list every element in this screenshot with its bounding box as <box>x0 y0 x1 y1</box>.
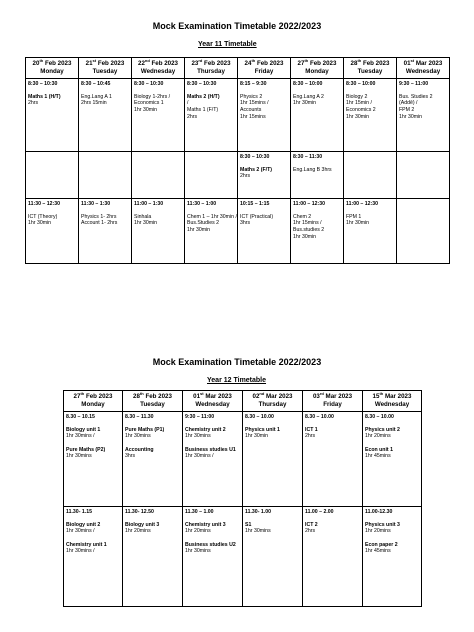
exam-line: 1hr 30min <box>245 433 269 440</box>
exam-line: 1hr 30min <box>134 220 158 227</box>
exam-slot-cell <box>363 411 422 506</box>
weekday-label: Friday <box>323 400 342 408</box>
exam-slot-cell <box>397 78 450 151</box>
date-header-cell <box>303 391 363 412</box>
exam-slot-cell <box>64 411 123 506</box>
exam-slot-cell <box>185 78 238 151</box>
date-suffix: st <box>410 57 415 63</box>
exam-slot-cell <box>303 411 363 506</box>
exam-slot-cell <box>123 411 183 506</box>
year11-subtitle: Year 11 Timetable <box>198 41 257 48</box>
exam-line-bold: Accounting <box>125 446 154 453</box>
exam-slot-cell <box>344 78 397 151</box>
date-month-year: Mar 2023 <box>264 393 293 400</box>
exam-line: Eng.Lang B 3hrs <box>293 166 332 173</box>
date-suffix: nd <box>144 57 150 63</box>
exam-line <box>185 535 240 542</box>
exam-slot-cell <box>243 506 303 606</box>
exam-line-bold: Physics unit 3 <box>365 521 400 528</box>
date-suffix: st <box>200 390 204 396</box>
exam-line: 1hr 30min <box>399 113 423 120</box>
exam-line <box>185 420 240 427</box>
exam-line: Physics 2 <box>240 93 263 100</box>
exam-line: Maths 1 (F/T) <box>187 107 219 114</box>
exam-line <box>240 160 288 167</box>
weekday-label: Thursday <box>258 400 287 408</box>
exam-line: Bus. Studies 2 <box>399 93 433 100</box>
exam-line-bold: Biology unit 1 <box>66 426 101 433</box>
date-suffix: th <box>139 390 144 396</box>
exam-line-bold: 8:30 – 10:30 <box>134 80 164 87</box>
date-suffix: th <box>304 57 309 63</box>
exam-line <box>187 87 235 94</box>
exam-line-bold: Physics unit 1 <box>245 426 280 433</box>
exam-line <box>365 440 419 447</box>
exam-line-bold: 8.30 – 10.00 <box>305 413 334 420</box>
exam-line: 1hr 30mins <box>185 433 211 440</box>
exam-slot-cell <box>183 411 243 506</box>
exam-line <box>245 515 300 522</box>
date-month-year: Mar 2023 <box>323 393 353 400</box>
exam-line: 1hr 20mins <box>125 528 151 535</box>
exam-line: 2hrs <box>28 100 39 107</box>
exam-line-bold: Pure Maths (P1) <box>125 426 165 433</box>
exam-line-bold: Econ unit 1 <box>365 446 393 453</box>
exam-line <box>66 420 120 427</box>
exam-line-bold: Maths 1 (H/T) <box>28 93 61 100</box>
exam-line: 1hr 15mins / <box>240 100 269 107</box>
exam-line-bold: Pure Maths (P2) <box>66 446 106 453</box>
exam-line <box>185 440 240 447</box>
exam-line: Account 1- 2hrs <box>81 220 118 227</box>
exam-line <box>81 87 129 94</box>
exam-line <box>134 87 182 94</box>
exam-line-bold: Physics unit 2 <box>365 426 400 433</box>
exam-line: Biology 2 <box>346 93 368 100</box>
exam-line-bold: 11:30 – 1:30 <box>81 200 111 207</box>
exam-line-bold: 9:30 – 11:00 <box>399 80 429 87</box>
exam-line-bold: Business studies U1 <box>185 446 236 453</box>
exam-line: Biology 1-2hrs / <box>134 93 171 100</box>
exam-line: 1hr 30min <box>134 107 158 114</box>
exam-line-bold: 11:30 – 12:30 <box>28 200 61 207</box>
exam-line-bold: 8:30 – 10:45 <box>81 80 111 87</box>
date-suffix: th <box>357 57 362 63</box>
exam-line: Bus.Studies 2 <box>187 220 220 227</box>
date-header-cell <box>397 58 450 79</box>
exam-line: Eng.Lang A 2 <box>293 93 324 100</box>
exam-line <box>125 515 180 522</box>
exam-line-bold: 11.30- 1.00 <box>245 508 271 515</box>
exam-line <box>365 535 419 542</box>
date-suffix: st <box>92 57 97 63</box>
exam-line-bold: Chemistry unit 1 <box>66 541 107 548</box>
year11-timetable <box>25 57 450 264</box>
year11-row-morning <box>26 78 450 151</box>
date-month-year: Feb 2023 <box>255 60 284 67</box>
exam-line <box>346 87 394 94</box>
weekday-label: Monday <box>305 67 329 75</box>
date-month-year: Feb 2023 <box>202 60 231 67</box>
exam-line: Economics 1 <box>134 100 164 107</box>
date-header-cell <box>243 391 303 412</box>
date-suffix: th <box>251 57 256 63</box>
exam-slot-cell <box>303 506 363 606</box>
exam-slot-cell <box>238 78 291 151</box>
weekday-label: Wednesday <box>374 400 410 408</box>
exam-line <box>240 87 288 94</box>
weekday-label: Monday <box>81 400 105 408</box>
exam-line: 1hr 30min <box>293 233 317 240</box>
date-day-number: 15 <box>372 393 380 400</box>
exam-line-bold: 11:00 – 12:30 <box>346 200 379 207</box>
exam-line <box>305 515 360 522</box>
empty-slot-cell <box>26 151 79 198</box>
exam-line: ICT (Practical) <box>240 213 274 220</box>
exam-slot-cell <box>26 78 79 151</box>
exam-line-bold: 8.30 – 11.30 <box>125 413 154 420</box>
date-month-year: Feb 2023 <box>361 60 390 67</box>
weekday-label: Tuesday <box>357 67 383 75</box>
date-suffix: nd <box>259 390 265 396</box>
exam-line: 1hr 30min <box>293 100 317 107</box>
date-day-number: 28 <box>133 393 140 400</box>
empty-slot-cell <box>397 198 450 263</box>
year11-row-late-morning <box>26 198 450 263</box>
exam-line: Physics 1- 2hrs <box>81 213 117 220</box>
weekday-label: Thursday <box>197 67 225 75</box>
date-header-cell <box>185 58 238 79</box>
exam-line: 1hr 30min <box>346 113 370 120</box>
exam-line: Bus.studies 2 <box>293 227 325 234</box>
exam-slot-cell <box>132 198 185 263</box>
date-header-cell <box>132 58 185 79</box>
exam-line <box>187 207 235 214</box>
exam-line-bold: ICT 2 <box>305 521 318 528</box>
date-suffix: rd <box>319 390 324 396</box>
exam-slot-cell <box>26 198 79 263</box>
exam-line-bold: Maths 2 (F/T) <box>240 166 272 173</box>
exam-line <box>240 207 288 214</box>
exam-line: 1hr 30mins / <box>185 453 214 460</box>
exam-line: 1hr 15mins <box>240 113 266 120</box>
exam-line-bold: 8:30 – 10:30 <box>187 80 217 87</box>
year12-row-afternoon <box>64 506 422 606</box>
exam-line <box>66 440 120 447</box>
empty-slot-cell <box>132 151 185 198</box>
weekday-label: Wednesday <box>195 400 230 408</box>
exam-line-bold: ICT 1 <box>305 426 318 433</box>
exam-slot-cell <box>291 198 344 263</box>
date-day-number: 02 <box>252 393 260 400</box>
exam-line-bold: 8.30 – 10.00 <box>365 413 394 420</box>
date-day-number: 03 <box>312 393 320 400</box>
exam-slot-cell <box>183 506 243 606</box>
exam-line-bold: Maths 2 (H/T) <box>187 93 220 100</box>
exam-line: 1hr 20mins <box>185 528 211 535</box>
year12-timetable <box>63 390 422 607</box>
exam-line: Accounts <box>240 107 262 114</box>
date-header-cell <box>238 58 291 79</box>
exam-line-bold: Biology unit 2 <box>66 521 101 528</box>
exam-line-bold: 8.30 – 10.15 <box>66 413 95 420</box>
exam-slot-cell <box>238 151 291 198</box>
exam-line-bold: Chemistry unit 2 <box>185 426 226 433</box>
date-suffix: th <box>39 57 44 63</box>
exam-slot-cell <box>291 151 344 198</box>
weekday-label: Friday <box>254 67 274 75</box>
exam-line: 1hr 30mins / <box>66 548 95 555</box>
exam-line <box>66 515 120 522</box>
exam-line: 1hr 30min <box>346 220 370 227</box>
date-header-cell <box>183 391 243 412</box>
date-header-cell <box>363 391 422 412</box>
exam-line <box>81 207 129 214</box>
exam-line: 1hr 30mins <box>125 433 151 440</box>
exam-line <box>66 535 120 542</box>
exam-line-bold: Biology unit 3 <box>125 521 160 528</box>
empty-slot-cell <box>185 151 238 198</box>
year12-row-morning <box>64 411 422 506</box>
exam-line: (Addē) / <box>399 100 418 107</box>
exam-line: Eng.Lang A 1 <box>81 93 112 100</box>
date-day-number: 27 <box>297 60 305 67</box>
exam-line <box>245 420 300 427</box>
exam-line: 1hr 20mins <box>365 433 391 440</box>
exam-line: 1hr 30min <box>187 227 211 234</box>
exam-line: Economics 2 <box>346 107 376 114</box>
weekday-label: Wednesday <box>140 67 176 75</box>
exam-slot-cell <box>185 198 238 263</box>
exam-line <box>365 420 419 427</box>
exam-line-bold: Business studies U2 <box>185 541 236 548</box>
exam-line: 1hr 30mins <box>185 548 211 555</box>
exam-line: 1hr 30min <box>28 220 52 227</box>
exam-line <box>125 420 180 427</box>
exam-line-bold: 9:30 – 11:00 <box>185 413 215 420</box>
exam-line-bold: 8:30 – 11:30 <box>293 153 323 160</box>
year12-title: Mock Examination Timetable 2022/2023 <box>152 357 322 367</box>
date-day-number: 22 <box>138 60 145 67</box>
exam-slot-cell <box>123 506 183 606</box>
exam-line-bold: 8:30 – 10:30 <box>240 153 270 160</box>
date-header-cell <box>123 391 183 412</box>
date-day-number: 27 <box>73 393 81 400</box>
date-header-cell <box>291 58 344 79</box>
exam-line: 1hr 45mins <box>365 548 391 555</box>
date-day-number: 01 <box>193 393 201 400</box>
exam-line-bold: 8:30 – 10:00 <box>293 80 323 87</box>
weekday-label: Monday <box>40 67 64 75</box>
exam-line: Chem 1 – 1hr 30min / <box>187 213 237 220</box>
exam-line: Chem 2 <box>293 213 312 220</box>
date-month-year: Feb 2023 <box>149 60 178 67</box>
exam-line: 2hrs <box>240 173 251 180</box>
exam-line: 2hrs <box>305 528 316 535</box>
exam-line: 1hr 20mins <box>365 528 391 535</box>
exam-line <box>293 87 341 94</box>
exam-line-bold: S1 <box>245 521 252 528</box>
exam-line <box>305 420 360 427</box>
exam-line-bold: 10:15 – 1:15 <box>240 200 270 207</box>
date-day-number: 21 <box>85 60 93 67</box>
exam-line-bold: 11:30 – 1:00 <box>187 200 217 207</box>
date-header-cell <box>26 58 79 79</box>
date-header-cell <box>344 58 397 79</box>
exam-line <box>399 87 447 94</box>
exam-line: 1hr 15min / <box>346 100 372 107</box>
exam-line-bold: 8.30 – 10.00 <box>245 413 274 420</box>
exam-line: 1hr 15mins / <box>293 220 322 227</box>
year11-header-row <box>26 58 450 79</box>
date-header-cell <box>64 391 123 412</box>
empty-slot-cell <box>79 151 132 198</box>
exam-slot-cell <box>64 506 123 606</box>
date-day-number: 20 <box>32 60 40 67</box>
exam-line <box>28 207 76 214</box>
exam-slot-cell <box>238 198 291 263</box>
exam-line-bold: 11.30- 12.50 <box>125 508 154 515</box>
exam-line-bold: 11:00 – 1:30 <box>134 200 164 207</box>
date-month-year: Feb 2023 <box>308 60 337 67</box>
date-month-year: Feb 2023 <box>43 60 72 67</box>
exam-line <box>125 440 180 447</box>
empty-slot-cell <box>397 151 450 198</box>
exam-line: 2hrs <box>187 113 198 120</box>
exam-slot-cell <box>132 78 185 151</box>
exam-line: ICT (Theory) <box>28 213 58 220</box>
exam-line-bold: 11.30 – 1.00 <box>185 508 214 515</box>
exam-slot-cell <box>79 198 132 263</box>
date-header-cell <box>79 58 132 79</box>
exam-line-bold: 11.30- 1.15 <box>66 508 92 515</box>
date-day-number: 23 <box>191 60 199 67</box>
exam-line <box>293 160 341 167</box>
date-month-year: Feb 2023 <box>143 393 172 400</box>
exam-line: 1hr 45mins <box>365 453 391 460</box>
date-month-year: Feb 2023 <box>96 60 125 67</box>
exam-slot-cell <box>363 506 422 606</box>
date-day-number: 24 <box>244 60 252 67</box>
exam-line: 2hrs <box>305 433 316 440</box>
weekday-label: Wednesday <box>405 67 441 75</box>
date-day-number: 28 <box>350 60 358 67</box>
exam-line: / <box>187 100 189 107</box>
exam-line-bold: 11.00-12.30 <box>365 508 393 515</box>
exam-line-bold: 8:30 – 10:00 <box>346 80 376 87</box>
exam-slot-cell <box>79 78 132 151</box>
date-suffix: th <box>80 390 85 396</box>
exam-line-bold: 8:30 – 10:30 <box>28 80 58 87</box>
exam-line-bold: Chemistry unit 3 <box>185 521 226 528</box>
year11-title: Mock Examination Timetable 2022/2023 <box>152 21 322 31</box>
exam-line-bold: 11.00 – 2.00 <box>305 508 334 515</box>
exam-line <box>365 515 419 522</box>
exam-line <box>134 207 182 214</box>
exam-line: FPM 1 <box>346 213 362 220</box>
exam-line: 3hrs <box>240 220 251 227</box>
exam-line: 1hr 30mins <box>66 453 92 460</box>
date-month-year: Mar 2023 <box>414 60 443 67</box>
exam-slot-cell <box>291 78 344 151</box>
exam-slot-cell <box>243 411 303 506</box>
exam-line: Sinhala <box>134 213 152 220</box>
exam-line: 3hrs <box>125 453 136 460</box>
exam-line: FPM 2 <box>399 107 415 114</box>
exam-line-bold: Econ paper 2 <box>365 541 398 548</box>
exam-line <box>293 207 341 214</box>
exam-line-bold: 11:00 – 12:30 <box>293 200 326 207</box>
year12-subtitle: Year 12 Timetable <box>207 377 267 384</box>
exam-line: 2hrs 15min <box>81 100 107 107</box>
exam-line <box>346 207 394 214</box>
date-suffix: rd <box>198 57 203 63</box>
year11-row-second-morning <box>26 151 450 198</box>
date-month-year: Mar 2023 <box>383 393 412 400</box>
exam-line-bold: 8:15 – 9:30 <box>240 80 267 87</box>
empty-slot-cell <box>344 151 397 198</box>
exam-line: 1hr 30mins <box>245 528 271 535</box>
exam-line <box>185 515 240 522</box>
exam-line: 1hr 30mins / <box>66 528 95 535</box>
weekday-label: Tuesday <box>92 67 118 75</box>
exam-slot-cell <box>344 198 397 263</box>
date-day-number: 01 <box>403 60 411 67</box>
exam-line: 1hr 30mins / <box>66 433 95 440</box>
date-month-year: Mar 2023 <box>203 393 232 400</box>
exam-line <box>28 87 76 94</box>
year12-header-row <box>64 391 422 412</box>
weekday-label: Tuesday <box>140 400 165 408</box>
date-suffix: th <box>379 390 384 396</box>
date-month-year: Feb 2023 <box>84 393 113 400</box>
